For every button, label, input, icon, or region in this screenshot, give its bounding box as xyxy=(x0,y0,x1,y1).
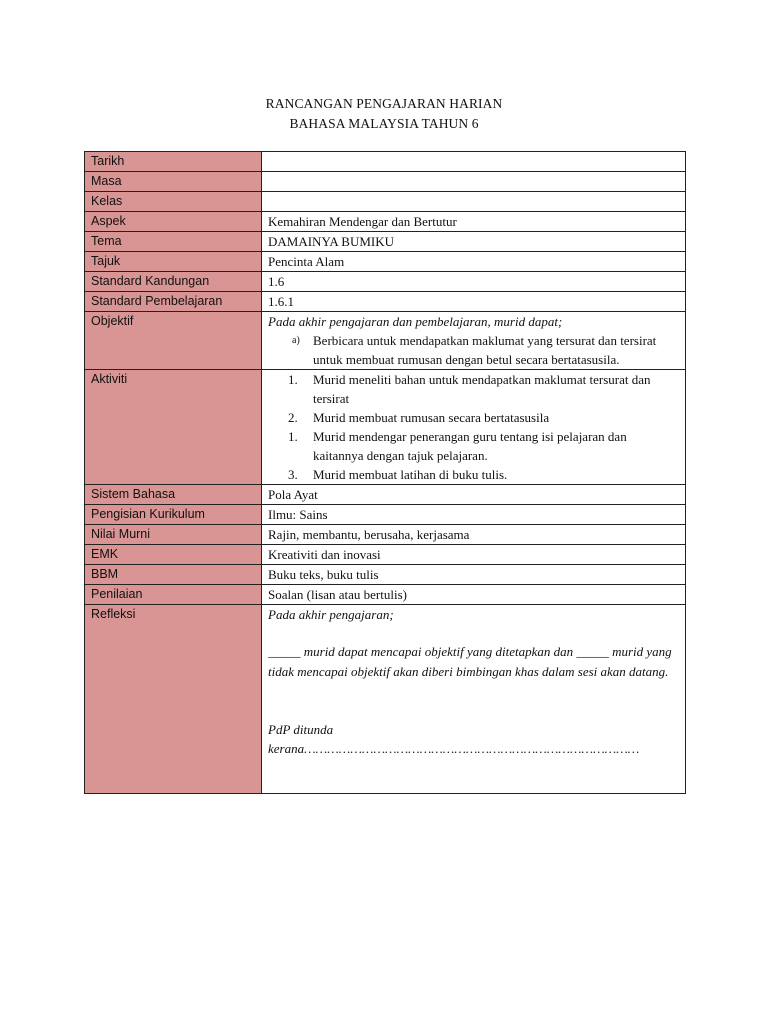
list-item xyxy=(268,465,679,484)
label-standard-pembelajaran: Standard Pembelajaran xyxy=(85,292,262,312)
row-bbm xyxy=(85,565,686,585)
list-marker: 3. xyxy=(288,467,298,482)
row-penilaian xyxy=(85,585,686,605)
label-standard-kandungan: Standard Kandungan xyxy=(85,272,262,292)
row-nilai-murni xyxy=(85,525,686,545)
aktiviti-list xyxy=(268,370,679,484)
title-line-1: RANCANGAN PENGAJARAN HARIAN xyxy=(265,96,503,111)
label-tarikh: Tarikh xyxy=(85,152,262,172)
row-aspek xyxy=(85,212,686,232)
label-kelas: Kelas xyxy=(85,192,262,212)
value-standard-kandungan: 1.6 xyxy=(262,272,686,292)
value-masa xyxy=(262,172,686,192)
label-sistem-bahasa: Sistem Bahasa xyxy=(85,485,262,505)
row-pengisian-kurikulum xyxy=(85,505,686,525)
value-emk: Kreativiti dan inovasi xyxy=(262,545,686,565)
row-sistem-bahasa xyxy=(85,485,686,505)
value-refleksi xyxy=(262,605,686,794)
list-marker: 1. xyxy=(288,429,298,444)
list-text: Murid membuat latihan di buku tulis. xyxy=(313,467,508,482)
refleksi-pdp-line-1: PdP ditunda xyxy=(268,722,334,737)
label-nilai-murni: Nilai Murni xyxy=(85,525,262,545)
label-refleksi: Refleksi xyxy=(85,605,262,794)
row-aktiviti xyxy=(85,370,686,485)
value-tema: DAMAINYA BUMIKU xyxy=(262,232,686,252)
refleksi-body: _____ murid dapat mencapai objektif yang ditetapkan dan _____ murid yang tidak mencapai objektif akan diberi bimbingan khas dalam sesi akan datang. xyxy=(268,644,672,679)
lesson-plan-table xyxy=(84,151,686,794)
row-kelas xyxy=(85,192,686,212)
list-text: Berbicara untuk mendapatkan maklumat yang tersurat dan tersirat untuk membuat rumusan dengan betul secara bertatasusila. xyxy=(313,333,657,367)
list-item xyxy=(268,408,679,427)
label-bbm: BBM xyxy=(85,565,262,585)
list-item xyxy=(268,331,679,369)
value-penilaian: Soalan (lisan atau bertulis) xyxy=(262,585,686,605)
value-nilai-murni: Rajin, membantu, berusaha, kerjasama xyxy=(262,525,686,545)
list-text: Murid meneliti bahan untuk mendapatkan maklumat tersurat dan tersirat xyxy=(313,372,651,406)
label-penilaian: Penilaian xyxy=(85,585,262,605)
label-emk: EMK xyxy=(85,545,262,565)
label-pengisian-kurikulum: Pengisian Kurikulum xyxy=(85,505,262,525)
label-aktiviti: Aktiviti xyxy=(85,370,262,485)
row-masa xyxy=(85,172,686,192)
value-standard-pembelajaran: 1.6.1 xyxy=(262,292,686,312)
value-tarikh xyxy=(262,152,686,172)
row-objektif xyxy=(85,312,686,370)
label-aspek: Aspek xyxy=(85,212,262,232)
label-objektif: Objektif xyxy=(85,312,262,370)
value-tajuk: Pencinta Alam xyxy=(262,252,686,272)
refleksi-intro: Pada akhir pengajaran; xyxy=(268,607,394,622)
value-sistem-bahasa: Pola Ayat xyxy=(262,485,686,505)
value-pengisian-kurikulum: Ilmu: Sains xyxy=(262,505,686,525)
label-tajuk: Tajuk xyxy=(85,252,262,272)
row-tajuk xyxy=(85,252,686,272)
row-emk xyxy=(85,545,686,565)
list-text: Murid membuat rumusan secara bertatasusila xyxy=(313,410,550,425)
value-kelas xyxy=(262,192,686,212)
list-marker: 2. xyxy=(288,410,298,425)
objektif-intro: Pada akhir pengajaran dan pembelajaran, murid dapat; xyxy=(268,314,563,329)
value-aktiviti xyxy=(262,370,686,485)
label-tema: Tema xyxy=(85,232,262,252)
label-masa: Masa xyxy=(85,172,262,192)
list-item xyxy=(268,427,679,465)
title-line-2: BAHASA MALAYSIA TAHUN 6 xyxy=(289,116,479,131)
value-objektif xyxy=(262,312,686,370)
value-aspek: Kemahiran Mendengar dan Bertutur xyxy=(262,212,686,232)
document-title xyxy=(0,94,768,134)
value-bbm: Buku teks, buku tulis xyxy=(262,565,686,585)
row-standard-pembelajaran xyxy=(85,292,686,312)
row-standard-kandungan xyxy=(85,272,686,292)
objektif-list xyxy=(268,331,679,369)
row-tema xyxy=(85,232,686,252)
row-tarikh xyxy=(85,152,686,172)
list-marker: a) xyxy=(292,335,300,346)
list-text: Murid mendengar penerangan guru tentang isi pelajaran dan kaitannya dengan tajuk pelajaran. xyxy=(313,429,627,463)
list-item xyxy=(268,370,679,408)
list-marker: 1. xyxy=(288,372,298,387)
row-refleksi xyxy=(85,605,686,794)
refleksi-pdp-line-2: kerana…………………………………………………………………………… xyxy=(268,741,640,756)
